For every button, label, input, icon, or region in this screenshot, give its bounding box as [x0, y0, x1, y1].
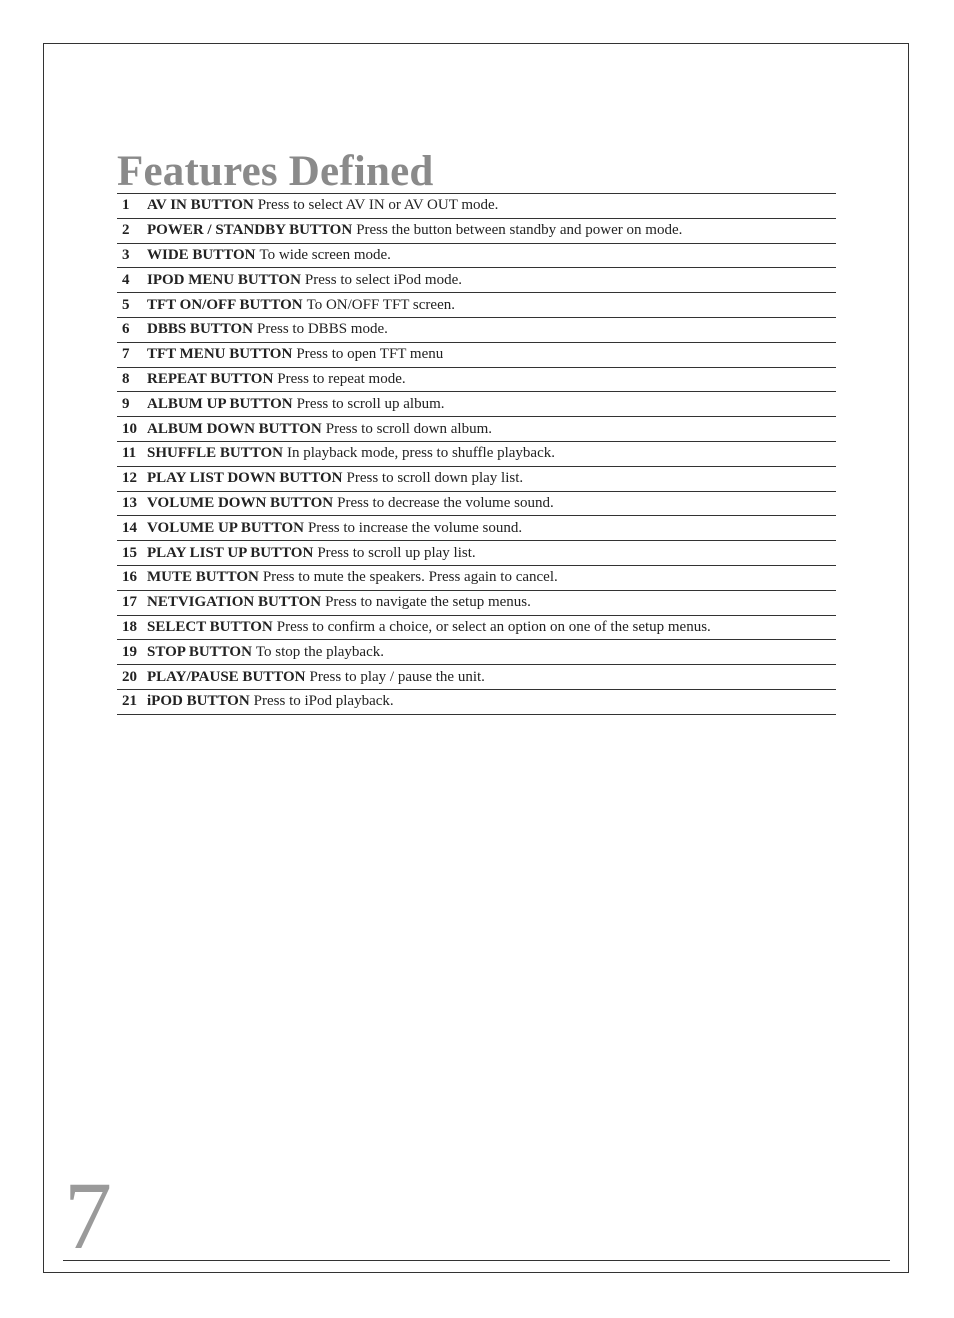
feature-description: Press to confirm a choice, or select an option on one of the setup menus.: [276, 618, 711, 635]
feature-number: 12: [122, 470, 137, 487]
feature-row: [117, 665, 836, 690]
feature-number: 2: [122, 222, 130, 239]
feature-row: [117, 690, 836, 715]
feature-name: SELECT BUTTON: [147, 618, 273, 635]
feature-name: STOP BUTTON: [147, 643, 252, 660]
feature-number: 7: [122, 346, 130, 363]
feature-number: 17: [122, 594, 137, 611]
feature-name: REPEAT BUTTON: [147, 370, 274, 387]
feature-row: [117, 219, 836, 244]
feature-description: Press to open TFT menu: [296, 346, 444, 363]
feature-name: VOLUME UP BUTTON: [147, 519, 304, 536]
feature-description: Press to iPod playback.: [253, 693, 394, 710]
feature-description: Press to increase the volume sound.: [307, 519, 523, 536]
feature-description: Press to repeat mode.: [277, 370, 406, 387]
feature-row: [117, 293, 836, 318]
feature-row: [117, 616, 836, 641]
feature-number: 11: [122, 445, 137, 462]
feature-description: Press to scroll down play list.: [346, 470, 524, 487]
feature-description: Press to play / pause the unit.: [309, 668, 485, 685]
feature-description: Press the button between standby and power on mode.: [356, 222, 683, 239]
feature-number: 6: [122, 321, 130, 338]
feature-description: Press to navigate the setup menus.: [325, 594, 531, 611]
feature-description: Press to scroll up album.: [296, 395, 445, 412]
feature-description: Press to DBBS mode.: [257, 321, 388, 338]
feature-number: 3: [122, 246, 130, 263]
feature-number: 20: [122, 668, 137, 685]
feature-number: 5: [122, 296, 130, 313]
feature-number: 13: [122, 494, 137, 511]
feature-row: [117, 392, 836, 417]
page-number: 7: [64, 1162, 112, 1269]
feature-number: 1: [122, 197, 130, 214]
feature-number: 9: [122, 395, 130, 412]
feature-row: [117, 591, 836, 616]
feature-row: [117, 417, 836, 442]
feature-name: SHUFFLE BUTTON: [147, 445, 284, 462]
feature-name: MUTE BUTTON: [147, 569, 259, 586]
feature-name: iPOD BUTTON: [147, 693, 250, 710]
feature-description: To ON/OFF TFT screen.: [306, 296, 455, 313]
feature-description: To wide screen mode.: [259, 246, 391, 263]
feature-row: [117, 318, 836, 343]
feature-name: AV IN BUTTON: [147, 197, 254, 214]
feature-number: 4: [122, 271, 130, 288]
feature-row: [117, 640, 836, 665]
feature-row: [117, 566, 836, 591]
feature-row: [117, 244, 836, 269]
feature-name: NETVIGATION BUTTON: [147, 594, 322, 611]
feature-description: Press to select AV IN or AV OUT mode.: [257, 197, 499, 214]
feature-name: DBBS BUTTON: [147, 321, 254, 338]
feature-number: 8: [122, 370, 130, 387]
feature-description: To stop the playback.: [255, 643, 384, 660]
feature-description: Press to scroll down album.: [325, 420, 492, 437]
feature-name: TFT MENU BUTTON: [147, 346, 293, 363]
feature-description: Press to decrease the volume sound.: [337, 494, 554, 511]
feature-name: PLAY/PAUSE BUTTON: [147, 668, 306, 685]
feature-number: 19: [122, 643, 137, 660]
feature-description: Press to mute the speakers. Press again to cancel.: [262, 569, 558, 586]
feature-name: VOLUME DOWN BUTTON: [147, 494, 334, 511]
feature-row: [117, 442, 836, 467]
feature-name: PLAY LIST DOWN BUTTON: [147, 470, 343, 487]
feature-description: Press to select iPod mode.: [304, 271, 462, 288]
feature-number: 18: [122, 618, 137, 635]
feature-number: 14: [122, 519, 137, 536]
feature-number: 10: [122, 420, 137, 437]
feature-name: PLAY LIST UP BUTTON: [147, 544, 314, 561]
feature-name: POWER / STANDBY BUTTON: [147, 222, 353, 239]
feature-number: 15: [122, 544, 137, 561]
feature-row: [117, 368, 836, 393]
feature-row: [117, 541, 836, 566]
feature-row: [117, 492, 836, 517]
feature-description: Press to scroll up play list.: [317, 544, 476, 561]
page-title: Features Defined: [117, 148, 434, 195]
feature-row: [117, 343, 836, 368]
features-list: [117, 193, 836, 715]
feature-name: ALBUM DOWN BUTTON: [147, 420, 322, 437]
feature-name: WIDE BUTTON: [147, 246, 256, 263]
feature-number: 21: [122, 693, 137, 710]
feature-name: TFT ON/OFF BUTTON: [147, 296, 303, 313]
feature-number: 16: [122, 569, 137, 586]
feature-name: ALBUM UP BUTTON: [147, 395, 293, 412]
feature-row: [117, 194, 836, 219]
feature-name: IPOD MENU BUTTON: [147, 271, 301, 288]
feature-description: In playback mode, press to shuffle playback.: [287, 445, 555, 462]
feature-row: [117, 268, 836, 293]
feature-row: [117, 467, 836, 492]
bottom-rule: [63, 1260, 890, 1261]
feature-row: [117, 516, 836, 541]
